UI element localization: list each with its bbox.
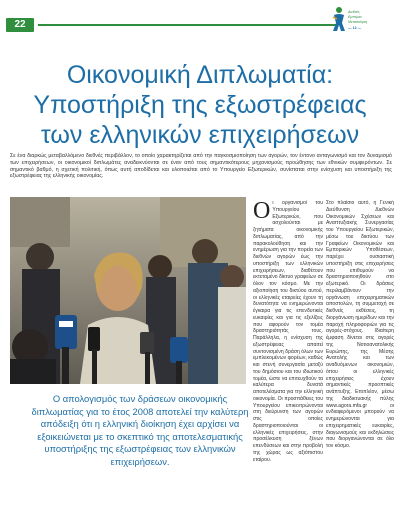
article-title: [0, 60, 400, 150]
page-header: [0, 0, 400, 38]
logo-line-4: — 12 —: [348, 26, 362, 30]
press-photo: [10, 197, 246, 384]
title-line-1: Οικονομική Διπλωματία:: [66, 61, 334, 89]
press-scene-image: [10, 197, 246, 384]
title-line-2: Υποστήριξη της εξωστρέφειας: [33, 91, 367, 119]
page-number: 22: [6, 18, 34, 32]
drop-cap: Ο: [253, 200, 271, 224]
logo-line-2: Εμπόριο: [348, 15, 362, 19]
column-1-text: ι οργανισμοί του Υπουργείου Εξωτερικών, που ασχολούνται με ζητήματα οικονομικής διπλωματίας, από την παρακολούθηση και την ενημέρωση για την πορεία των διεθνών αγορών έως την υποστήριξη των ελληνικών επιχειρήσεων, διαθέτουν εκτεταμένο δίκτυο γραφείων σε όλον τον κόσμο. Με την αξιοποίηση του δικτύου αυτού, οι ελληνικές εταιρείες έχουν τη δυνατότητα να ενημερώνονται έγκαιρα για τις επενδυτικές ευκαιρίες και για τις εξελίξεις που αφορούν τον τομέα δραστηριότητάς τους. Παράλληλα, η ενίσχυση της εξωστρέφειας απαιτεί συντονισμένη δράση όλων των εμπλεκομένων φορέων, καθώς και στενή συνεργασία μεταξύ του δημόσιου και του ιδιωτικού τομέα, ώστε να επιτευχθούν τα καλύτερα δυνατά αποτελέσματα για την ελληνική οικονομία. Οι προσπάθειες του Υπουργείου επικεντρώνονται στη διεύρυνση των αγορών στις οποίες δραστηριοποιούνται οι ελληνικές επιχειρήσεις, στην προσέλκυση ξένων επενδύσεων και στην προβολή της χώρας ως αξιόπιστου εταίρου.: [253, 200, 323, 463]
article-intro: Σε ένα διαρκώς μεταβαλλόμενο διεθνές περιβάλλον, το οποίο χαρακτηρίζεται από την παγκοσμιοποίηση των αγορών, τον έντονο ανταγωνισμό και τον δυναμισμό των επιχειρήσεων, οι οικονομικοί διπλωμάτες αναδεικνύονται σε έναν από τους σημαντικότερους μηχανισμούς προώθησης των εθνικών συμφερόντων. Σε σημαντικό βαθμό, η σχετική πολιτική, όπως αυτή αποδίδεται και υλοποιείται από το Υπουργείο Εξωτερικών, συνίσταται στην ενίσχυση και υποστήριξη της εξωστρέφειας της ελληνικής οικονομίας.: [10, 153, 392, 180]
title-line-3: των ελληνικών επιχειρήσεων: [40, 121, 360, 149]
logo-line-3: Μεταποίηση: [348, 20, 368, 24]
pull-quote: Ο απολογισμός των δράσεων οικονομικής διπλωματίας για το έτος 2008 αποτελεί την καλύτερη απόδειξη ότι η ελληνική διοίκηση έχει αρχίσει να εξοικειώνεται με το σκεπτικό της αποτελεσματικής υποστήριξης της εξωστρέφειας των ελληνικών επιχειρήσεων.: [31, 393, 249, 467]
publication-logo: [332, 4, 392, 36]
logo-line-1: Διεθνές: [348, 10, 360, 14]
logo-figure-icon: [332, 6, 346, 32]
header-rule: [38, 24, 338, 26]
text-column-1: [253, 200, 323, 500]
column-2-text: Στο πλαίσιο αυτό, η Γενική Διεύθυνση Διεθνών Οικονομικών Σχέσεων και Αναπτυξιακής Συνεργασίας του Υπουργείου Εξωτερικών, μέσω του δικτύου των Γραφείων Οικονομικών και Εμπορικών Υποθέσεων, παρέχει ουσιαστική υποστήριξη στις επιχειρήσεις που επιθυμούν να δραστηριοποιηθούν στο εξωτερικό. Οι δράσεις περιλαμβάνουν την οργάνωση επιχειρηματικών αποστολών, τη συμμετοχή σε διεθνείς εκθέσεις, τη διοργάνωση ημερίδων και την παροχή πληροφοριών για τις αγορές-στόχους. Ιδιαίτερη έμφαση δίνεται στις αγορές της Νοτιοανατολικής Ευρώπης, της Μέσης Ανατολής και των αναδυόμενων οικονομιών, όπου οι ελληνικές επιχειρήσεις έχουν σημαντικές προοπτικές ανάπτυξης. Επιπλέον, μέσω της διαδικτυακής πύλης www.agora.mfa.gr οι ενδιαφερόμενοι μπορούν να ενημερώνονται για επιχειρηματικές ευκαιρίες, διαγωνισμούς και εκδηλώσεις που διοργανώνονται σε όλο τον κόσμο.: [326, 200, 394, 449]
text-column-2: [326, 200, 394, 500]
